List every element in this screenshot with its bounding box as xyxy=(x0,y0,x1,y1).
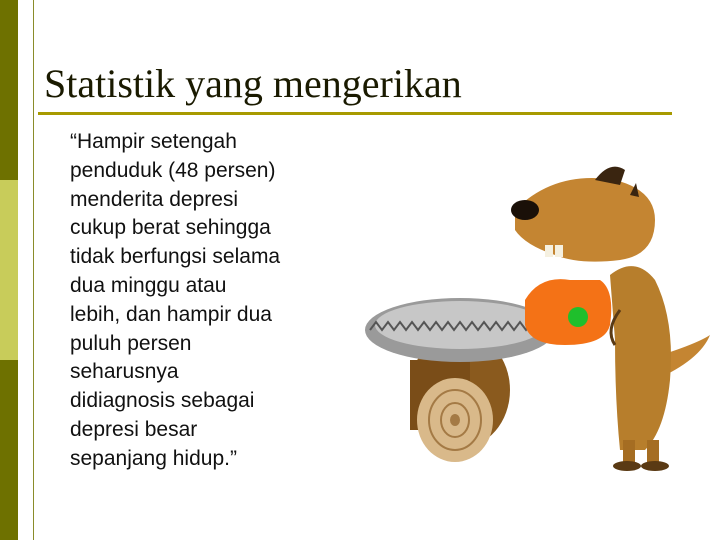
beaver-body-icon xyxy=(610,266,671,471)
sidebar-band-middle xyxy=(0,180,18,360)
sidebar-band-top xyxy=(0,0,18,180)
quote-text: “Hampir setengah penduduk (48 persen) menderita depresi cukup berat sehingga tidak berfungsi selama dua minggu atau lebih, dan hampir dua puluh persen seharusnya didiagnosis sebagai depresi besar sepanjang hidup.” xyxy=(70,130,281,470)
sidebar-band-bottom xyxy=(0,360,18,540)
slide-title: Statistik yang mengerikan xyxy=(44,61,462,106)
sidebar-divider-line xyxy=(33,0,34,540)
beaver-chainsaw-icon xyxy=(365,160,715,475)
chainsaw-body-icon xyxy=(525,279,611,345)
beaver-head-icon xyxy=(511,167,655,262)
title-underline xyxy=(38,112,672,115)
